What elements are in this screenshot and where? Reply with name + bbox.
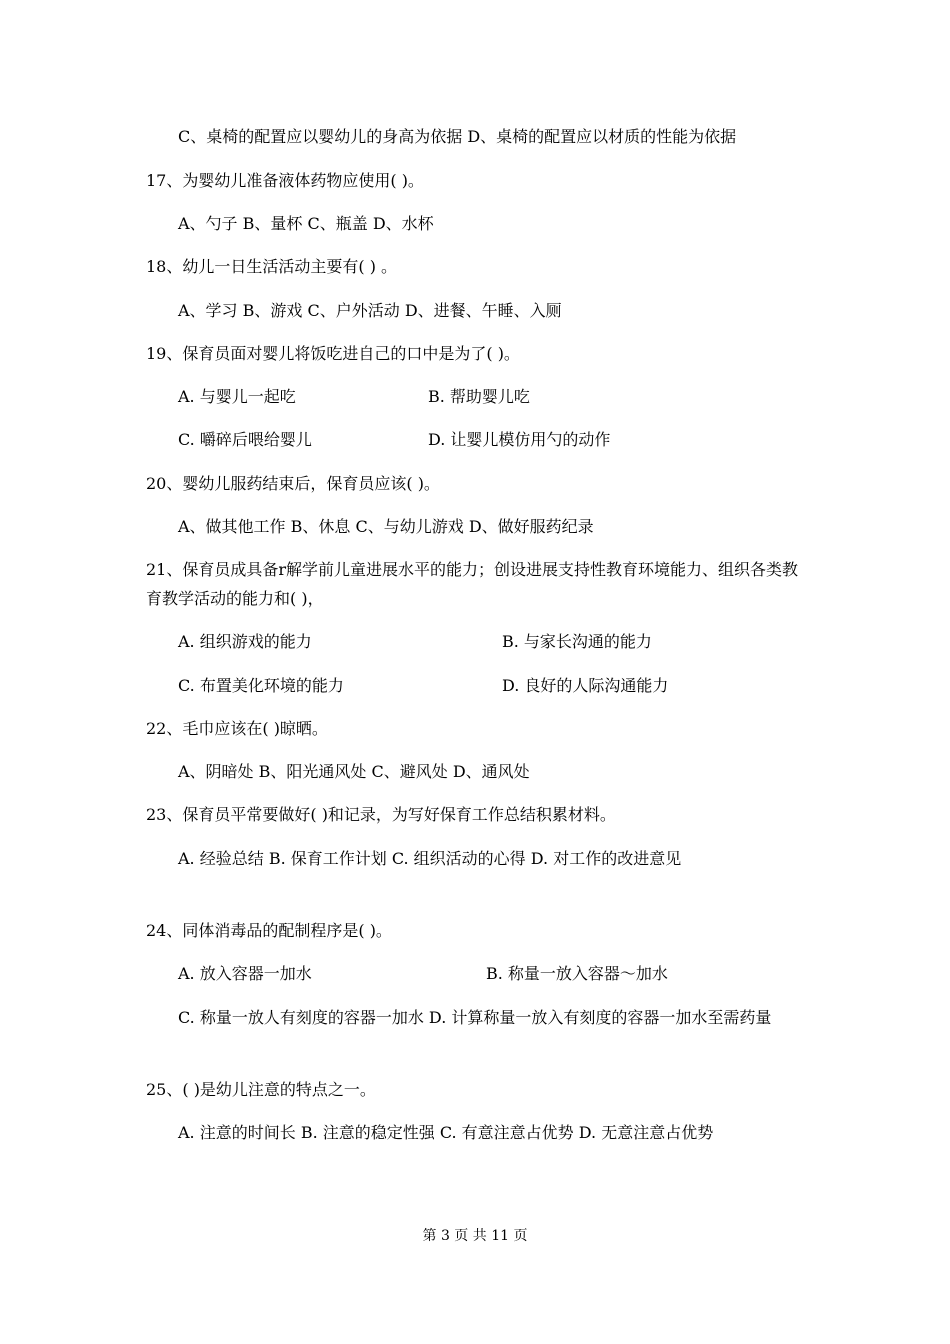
question-20: 20、婴幼儿服药结束后，保育员应该( )。 — [146, 474, 440, 493]
option-21-b: B. 与家长沟通的能力 — [502, 632, 652, 651]
question-22: 22、毛巾应该在( )晾晒。 — [146, 719, 328, 738]
question-18: 18、幼儿一日生活活动主要有( ) 。 — [146, 257, 398, 276]
question-19: 19、保育员面对婴儿将饭吃进自己的口中是为了( )。 — [146, 344, 520, 363]
option-19-d: D. 让婴儿模仿用勺的动作 — [428, 430, 611, 449]
options-23: A. 经验总结 B. 保育工作计划 C. 组织活动的心得 D. 对工作的改进意见 — [178, 849, 682, 868]
option-19-a: A. 与婴儿一起吃 — [178, 387, 296, 406]
option-21-a: A. 组织游戏的能力 — [178, 632, 312, 651]
option-19-c: C. 嚼碎后喂给婴儿 — [178, 430, 312, 449]
option-21-c: C. 布置美化环境的能力 — [178, 676, 344, 695]
option-19-b: B. 帮助婴儿吃 — [428, 387, 530, 406]
question-24: 24、同体消毒品的配制程序是( )。 — [146, 921, 392, 940]
options-18: A、学习 B、游戏 C、户外活动 D、进餐、午睡、入厕 — [178, 301, 562, 320]
question-21: 21、保育员成具备r解学前儿童进展水平的能力；创设进展支持性教育环境能力、组织各类教育教学活动的能力和( )， — [146, 560, 799, 608]
page-footer: 第 3 页 共 11 页 — [422, 1228, 528, 1244]
options-25: A. 注意的时间长 B. 注意的稳定性强 C. 有意注意占优势 D. 无意注意占优势 — [178, 1123, 714, 1142]
options-17: A、勺子 B、量杯 C、瓶盖 D、水杯 — [178, 214, 434, 233]
options-20: A、做其他工作 B、休息 C、与幼儿游戏 D、做好服药纪录 — [178, 517, 594, 536]
options-22: A、阴暗处 B、阳光通风处 C、避风处 D、通风处 — [178, 762, 530, 781]
option-24-b: B. 称量一放入容器～加水 — [486, 964, 668, 983]
question-17: 17、为婴幼儿准备液体药物应使用( )。 — [146, 171, 424, 190]
option-21-d: D. 良好的人际沟通能力 — [502, 676, 669, 695]
question-25: 25、( )是幼儿注意的特点之一。 — [146, 1080, 376, 1099]
option-line-16-cd: C、桌椅的配置应以婴幼儿的身高为依据 D、桌椅的配置应以材质的性能为依据 — [178, 127, 737, 146]
options-24-cd: C. 称量一放人有刻度的容器一加水 D. 计算称量一放入有刻度的容器一加水至需药量 — [178, 1008, 772, 1027]
question-23: 23、保育员平常要做好( )和记录，为写好保育工作总结积累材料。 — [146, 805, 616, 824]
option-24-a: A. 放入容器一加水 — [178, 964, 312, 983]
